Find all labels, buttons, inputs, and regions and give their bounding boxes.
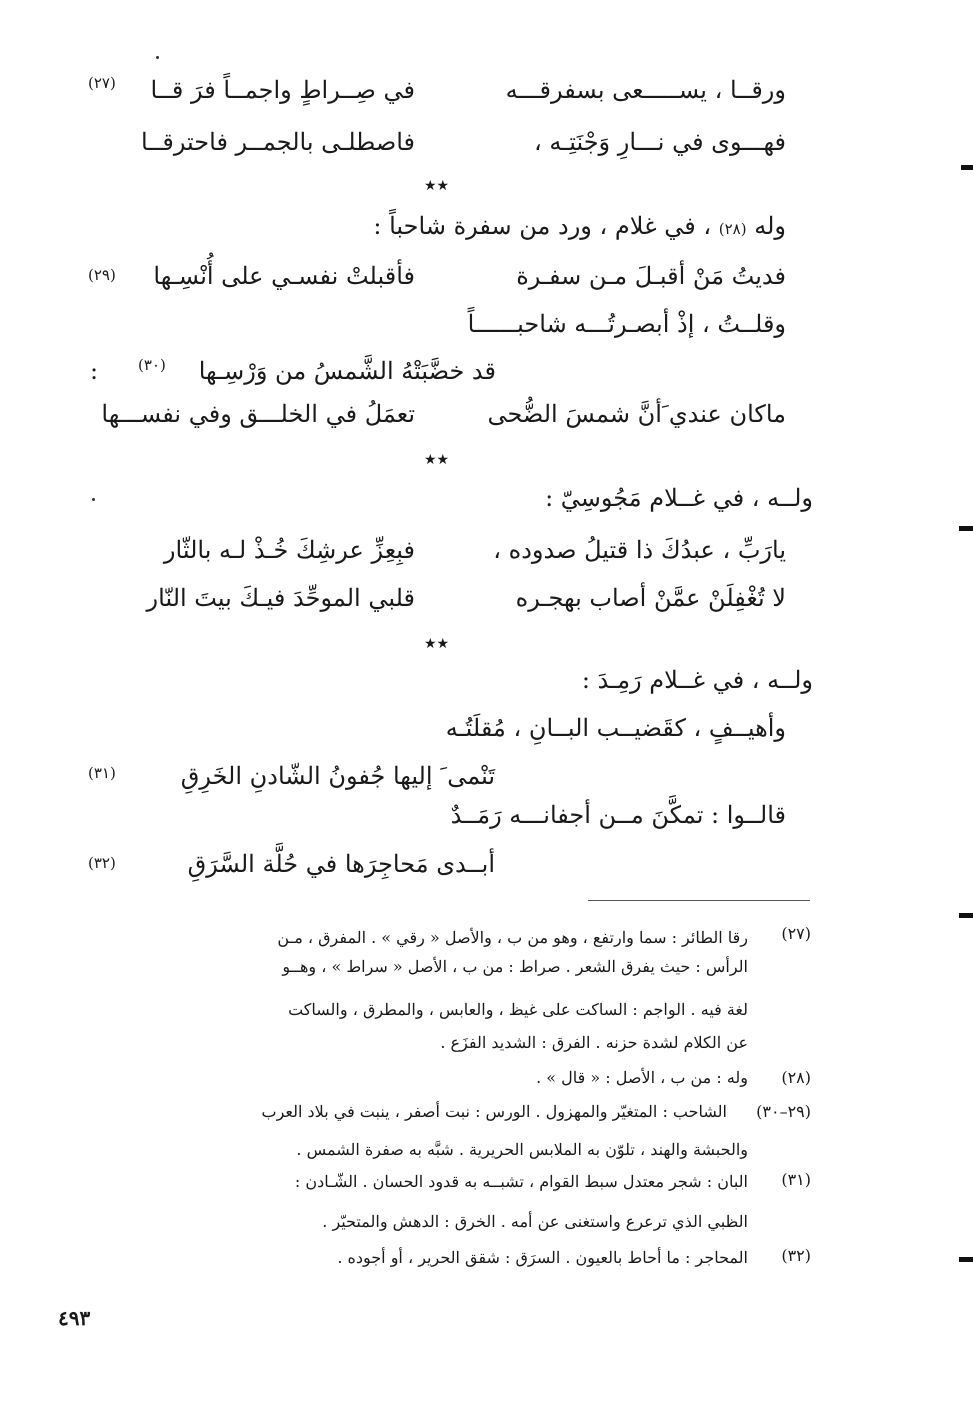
footnote-29-30-number: (٢٩–٣٠): [756, 1102, 811, 1121]
verse-8-first-hemistich: لا تُغْفِلَنْ عمَّنْ أصاب بهجـره: [515, 584, 786, 612]
footnote-27-line-4: عن الكلام لشدة حزنه . الفرق : الشديد الفزَع .: [440, 1033, 748, 1052]
footnote-27-line-3: لغة فيه . الواجم : الساكت على غيظ ، والعابس ، والمطرق ، والساكت: [288, 1000, 748, 1019]
footnote-32-line-1: المحاجر : ما أحاط بالعيون . السرَق : شقق الحرير ، أو أجوده .: [337, 1248, 748, 1267]
footnote-29-30-line-1: الشاحب : المتغيّر والمهزول . الورس : نبت أصفر ، ينبت في بلاد العرب: [261, 1102, 727, 1121]
footnote-ref-31: (٣١): [88, 764, 116, 782]
footnote-28-line-1: وله : من ب ، الأصل : « قال » .: [536, 1068, 748, 1087]
verse-11: قالــوا : تمكَّنَ مــن أجفانـــه رَمَــدٌ: [450, 801, 786, 829]
stanza-3-intro: ولــه ، في غــلام مَجُوسِيّ :: [545, 484, 813, 512]
scan-edge-mark: [959, 913, 973, 918]
footnote-27-number: (٢٧): [781, 924, 811, 943]
footnote-28-number: (٢٨): [781, 1068, 811, 1087]
footnote-ref-30: (٣٠): [138, 356, 166, 374]
section-divider-stars-3: ★★: [424, 636, 450, 652]
scan-speck: [92, 498, 95, 501]
verse-7-first-hemistich: يارَبِّ ، عبدُكَ ذا قتيلُ صدوده ،: [493, 536, 786, 564]
footnote-29-30-line-2: والحبشة والهند ، تلوّن به الملابس الحريرية . شبَّه به صفرة الشمس .: [296, 1140, 748, 1159]
stanza-4-intro: ولــه ، في غــلام رَمِـدَ :: [581, 666, 813, 694]
verse-6-second-hemistich: تعمَلُ في الخلـــق وفي نفســـها: [101, 400, 415, 428]
footnote-32-number: (٣٢): [781, 1246, 811, 1265]
stanza-2-intro: [373, 212, 786, 240]
intro-word: وله: [754, 212, 786, 240]
verse-7-second-hemistich: فبِعِزِّ عرشِكَ خُـذْ لـه بالثّار: [163, 536, 415, 564]
verse-6-first-hemistich: ماكان عندي َأنَّ شمسَ الضُّحى: [487, 400, 786, 428]
verse-4: وقلــتُ ، إذْ أبصـرتُـــه شاحبــــــاً: [467, 310, 786, 338]
intro-rest: ، في غلام ، ورد من سفرة شاحباً :: [373, 212, 712, 240]
verse-3-first-hemistich: فديتُ مَنْ أقبـلَ مـن سفـرة: [516, 262, 786, 290]
page-number: ٤٩٣: [58, 1306, 91, 1330]
scan-edge-mark: [959, 526, 973, 531]
verse-5: قد خضَّبَتْهُ الشَّمسُ من وَرْسِـها: [198, 357, 496, 385]
footnote-ref-28: (٢٨): [718, 220, 747, 238]
verse-12: أبــدى مَحاجِرَها في حُلَّة السَّرَقِ: [187, 850, 495, 878]
verse-2-second-hemistich: فاصطلـى بالجمــر فاحترقــا: [140, 128, 415, 156]
footnote-separator: [588, 900, 810, 901]
verse-1-first-hemistich: ورقــا ، يســـــعى بسفرقـــه: [505, 76, 786, 104]
section-divider-stars: ★★: [424, 178, 450, 194]
verse-3-second-hemistich: فأقبلتْ نفسـي على أُنْسِـها: [153, 262, 415, 290]
verse-9: وأهيــفٍ ، كقَضيــب البــانِ ، مُقلَتُـه: [445, 714, 786, 742]
verse-10: تَنْمى َ إليها جُفونُ الشّادنِ الخَرِقِ: [180, 762, 495, 790]
footnote-27-line-1: رقا الطائر : سما وارتفع ، وهو من ب ، والأصل « رقي » . المفرق ، مـن: [277, 928, 748, 947]
footnote-ref-29: (٢٩): [88, 266, 116, 284]
scan-speck: [156, 56, 159, 59]
verse-5-colon: :: [90, 357, 99, 385]
scan-edge-mark: [961, 165, 973, 170]
section-divider-stars-2: ★★: [424, 452, 450, 468]
footnote-31-number: (٣١): [781, 1170, 811, 1189]
scan-edge-mark: [959, 1257, 973, 1262]
footnote-31-line-1: البان : شجر معتدل سبط القوام ، تشبــه به قدود الحسان . الشّـادن :: [294, 1172, 748, 1191]
footnote-ref-32: (٣٢): [88, 854, 116, 872]
verse-8-second-hemistich: قلبي الموحِّدَ فيـكَ بيتَ النّار: [146, 584, 415, 612]
footnote-31-line-2: الظبي الذي ترعرع واستغنى عن أمه . الخرق : الدهش والمتحيّر .: [322, 1212, 748, 1231]
footnote-27-line-2: الرأس : حيث يفرق الشعر . صراط : من ب ، الأصل « سراط » ، وهــو: [282, 957, 748, 976]
footnote-ref-27: (٢٧): [88, 74, 116, 92]
verse-1-second-hemistich: في صِــراطٍ واجمــاً فرَ قــا: [150, 76, 415, 104]
verse-2-first-hemistich: فهـــوى في نـــارِ وَجْنَتِـه ،: [533, 128, 786, 156]
